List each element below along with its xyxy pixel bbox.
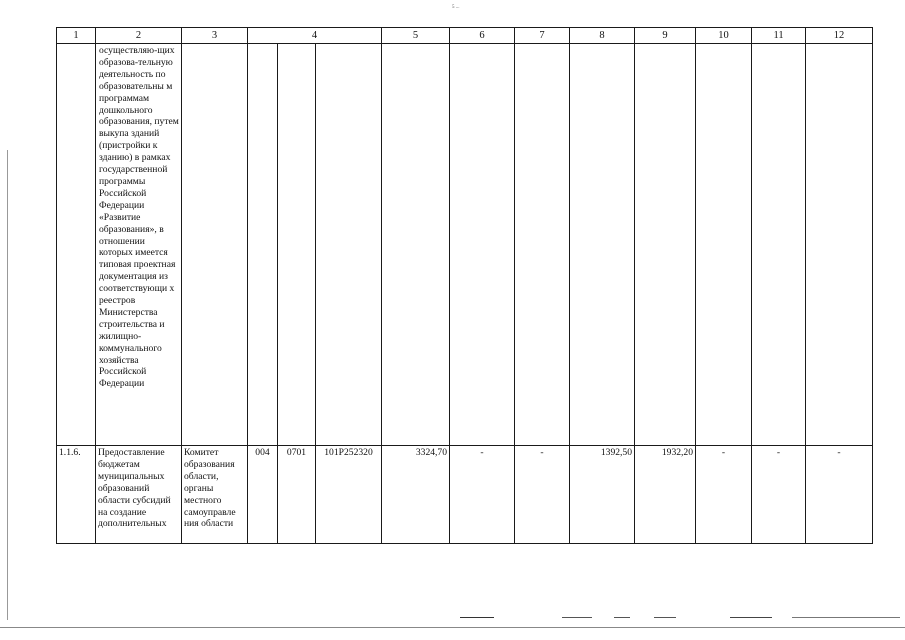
cell-total: 3324,70 xyxy=(382,446,450,544)
scan-artifact-line xyxy=(460,617,494,618)
col-header-10: 10 xyxy=(696,28,752,44)
cell-rzpr: 0701 xyxy=(278,446,316,544)
cell-description: Предоставление бюджетам муниципальных образований области субсидий на создание дополнительных xyxy=(96,446,182,544)
cell-csr xyxy=(316,44,382,446)
cell-description: осуществляю-щих образова-тельную деятельность по образовательны м программам дошкольного образования, путем выкупа зданий (пристройки к зданию) в рамках государственной программы Российской Федерации «Развитие образования», в отношении которых имеется типовая проектная документация из соответствующи х реестров Министерства строительства и жилищно-коммунального хозяйства Российской Федерации xyxy=(96,44,182,446)
cell-col9 xyxy=(635,44,696,446)
cell-col7 xyxy=(515,44,570,446)
cell-col12: - xyxy=(806,446,873,544)
cell-num: 1.1.6. xyxy=(57,446,96,544)
col-header-3: 3 xyxy=(182,28,248,44)
cell-num xyxy=(57,44,96,446)
cell-col6: - xyxy=(450,446,515,544)
col-header-2: 2 xyxy=(96,28,182,44)
col-header-9: 9 xyxy=(635,28,696,44)
cell-col10: - xyxy=(696,446,752,544)
cell-csr: 101P252320 xyxy=(316,446,382,544)
col-header-11: 11 xyxy=(752,28,806,44)
left-margin-line xyxy=(7,150,8,620)
cell-executor xyxy=(182,44,248,446)
scan-edge-line xyxy=(0,627,905,628)
scan-artifact-line xyxy=(730,617,772,618)
cell-total xyxy=(382,44,450,446)
cell-rzpr xyxy=(278,44,316,446)
col-header-8: 8 xyxy=(570,28,635,44)
cell-col6 xyxy=(450,44,515,446)
col-header-1: 1 xyxy=(57,28,96,44)
cell-grbs xyxy=(248,44,278,446)
page-number-mark: 5 ... xyxy=(452,5,460,10)
scan-artifact-line xyxy=(614,617,630,618)
cell-col12 xyxy=(806,44,873,446)
cell-col11 xyxy=(752,44,806,446)
cell-col10 xyxy=(696,44,752,446)
cell-executor: Комитет образования области, органы местного самоуправле ния области xyxy=(182,446,248,544)
col-header-4: 4 xyxy=(248,28,382,44)
col-header-6: 6 xyxy=(450,28,515,44)
table-row-continuation xyxy=(57,44,873,446)
col-header-5: 5 xyxy=(382,28,450,44)
column-number-row xyxy=(57,28,873,44)
col-header-12: 12 xyxy=(806,28,873,44)
col-header-7: 7 xyxy=(515,28,570,44)
scan-artifact-line xyxy=(792,617,900,618)
cell-col11: - xyxy=(752,446,806,544)
cell-grbs: 004 xyxy=(248,446,278,544)
scan-artifact-line xyxy=(562,617,592,618)
cell-col9: 1932,20 xyxy=(635,446,696,544)
cell-col7: - xyxy=(515,446,570,544)
budget-table xyxy=(56,27,873,544)
cell-col8 xyxy=(570,44,635,446)
cell-col8: 1392,50 xyxy=(570,446,635,544)
scan-artifact-line xyxy=(654,617,676,618)
table-row-1-1-6 xyxy=(57,446,873,544)
